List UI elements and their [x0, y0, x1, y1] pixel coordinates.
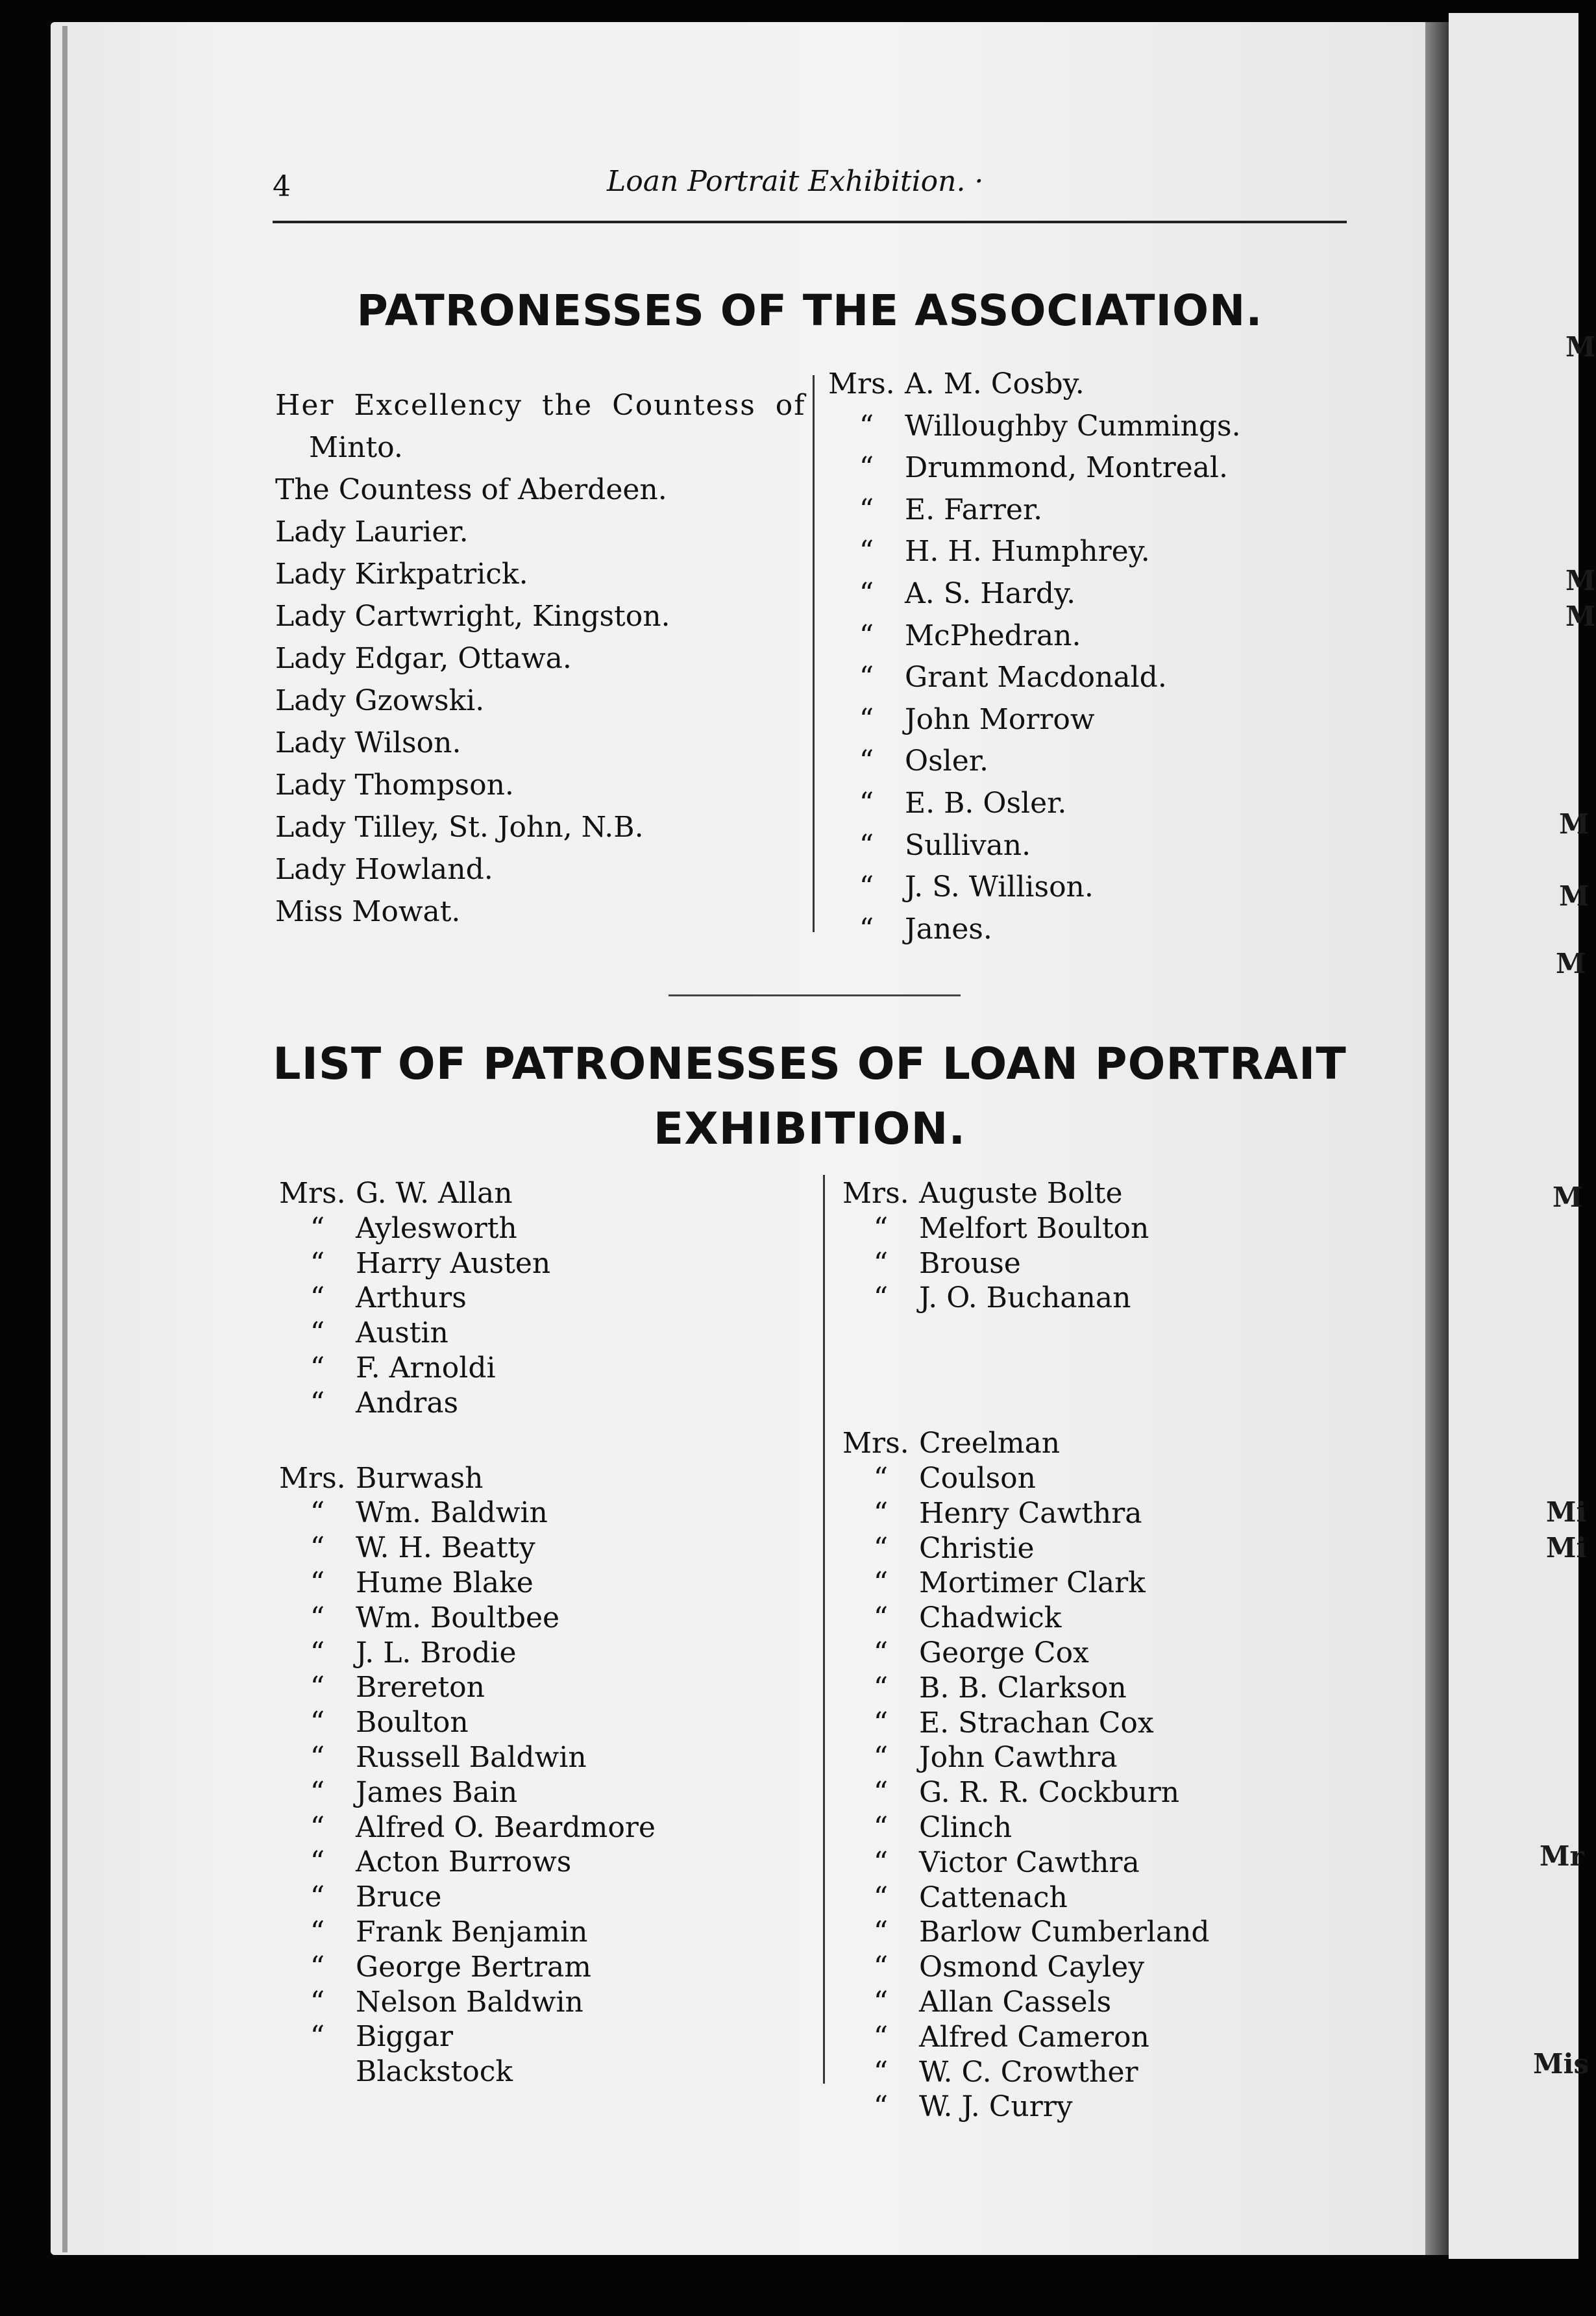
- name: Henry Cawthra: [919, 1496, 1142, 1530]
- name: Alfred Cameron: [919, 2020, 1149, 2054]
- name: B. B. Clarkson: [919, 1671, 1127, 1705]
- section-title-line1: LIST OF PATRONESSES OF LOAN PORTRAIT: [273, 1039, 1347, 1090]
- name: J. O. Buchanan: [919, 1281, 1131, 1315]
- list-item: [279, 1880, 798, 1915]
- name: Andras: [356, 1386, 459, 1420]
- mrs-prefix: Mrs.: [279, 1177, 346, 1210]
- ditto-mark: “: [873, 1985, 889, 2019]
- ditto-mark: “: [859, 409, 874, 443]
- list-item: [279, 1670, 798, 1705]
- exhibition-left-column: [279, 1176, 798, 2089]
- ditto-mark: “: [859, 828, 874, 862]
- list-item: Blackstock: [356, 2055, 513, 2089]
- ditto-mark: “: [310, 1671, 325, 1705]
- list-item: [279, 1176, 798, 1211]
- name: Osler.: [905, 745, 988, 778]
- ditto-mark: “: [873, 2055, 889, 2089]
- next-page-letter: M: [1559, 880, 1590, 912]
- list-item: [279, 1386, 798, 1421]
- header-rule: [273, 221, 1347, 223]
- name: Arthurs: [356, 1281, 467, 1315]
- name: Melfort Boulton: [919, 1211, 1149, 1245]
- name: A. M. Cosby.: [905, 367, 1085, 400]
- ditto-mark: “: [859, 870, 874, 904]
- ditto-mark: “: [310, 2020, 325, 2054]
- name: Cattenach: [919, 1880, 1068, 1914]
- ditto-mark: “: [859, 535, 874, 569]
- ditto-mark: “: [310, 1601, 325, 1634]
- name: W. H. Beatty: [356, 1531, 535, 1565]
- name: Brouse: [919, 1246, 1021, 1280]
- name: E. Farrer.: [905, 493, 1043, 526]
- list-item: [842, 1985, 1362, 2020]
- list-item: [828, 741, 1347, 783]
- ditto-mark: “: [310, 1706, 325, 1740]
- name: Acton Burrows: [356, 1845, 572, 1879]
- list-item: [842, 1706, 1362, 1741]
- column-divider: [823, 1175, 825, 2084]
- name: Janes.: [905, 912, 992, 946]
- name: J. S. Willison.: [905, 870, 1094, 904]
- list-item: [842, 1636, 1362, 1671]
- name: Christie: [919, 1531, 1035, 1565]
- next-page-letter: Mi: [1546, 1532, 1587, 1564]
- name: Victor Cawthra: [919, 1845, 1140, 1879]
- name: Aylesworth: [356, 1211, 517, 1245]
- list-item: [279, 1915, 798, 1950]
- name: Osmond Cayley: [919, 1951, 1145, 1984]
- list-item: Her Excellency the Countess of: [275, 389, 806, 422]
- ditto-mark: “: [873, 1916, 889, 1949]
- list-item: [842, 1950, 1362, 1985]
- name: Nelson Baldwin: [356, 1985, 583, 2019]
- list-item: Lady Tilley, St. John, N.B.: [275, 811, 644, 844]
- name: E. B. Osler.: [905, 786, 1067, 820]
- list-item: [828, 867, 1347, 909]
- list-item: The Countess of Aberdeen.: [275, 473, 667, 506]
- name: Brereton: [356, 1671, 485, 1705]
- ditto-mark: “: [310, 1566, 325, 1599]
- exhibition-right-column: [842, 1176, 1362, 2125]
- ditto-mark: “: [873, 1601, 889, 1635]
- name: W. C. Crowther: [919, 2055, 1138, 2089]
- list-item: [828, 699, 1347, 741]
- ditto-mark: “: [310, 1316, 325, 1350]
- name: Coulson: [919, 1461, 1036, 1495]
- list-item: [828, 783, 1347, 825]
- name: Wm. Boultbee: [356, 1601, 560, 1634]
- ditto-mark: “: [873, 1951, 889, 1984]
- list-item: [842, 1740, 1362, 1775]
- list-item: [279, 1566, 798, 1601]
- ditto-mark: “: [873, 1810, 889, 1844]
- running-head: Loan Portrait Exhibition. ·: [607, 165, 984, 198]
- ditto-mark: “: [310, 1775, 325, 1809]
- name: G. W. Allan: [356, 1177, 513, 1210]
- ditto-mark: “: [859, 745, 874, 778]
- name: George Cox: [919, 1636, 1089, 1669]
- list-item: [279, 1636, 798, 1671]
- mrs-prefix: Mrs.: [828, 367, 895, 400]
- name: Wm. Baldwin: [356, 1496, 548, 1530]
- name: Biggar: [356, 2020, 454, 2054]
- list-item: [279, 1246, 798, 1281]
- list-item: Lady Cartwright, Kingston.: [275, 600, 670, 633]
- list-item: [279, 1281, 798, 1316]
- list-item: [279, 1496, 798, 1531]
- mrs-prefix: Mrs.: [279, 1461, 346, 1495]
- ditto-mark: “: [873, 2020, 889, 2054]
- ditto-mark: “: [873, 1880, 889, 1914]
- list-item: [279, 1601, 798, 1636]
- list-item: Lady Edgar, Ottawa.: [275, 642, 572, 675]
- name: Hume Blake: [356, 1566, 534, 1599]
- list-item: [842, 1246, 1362, 1281]
- ditto-mark: “: [310, 1740, 325, 1774]
- next-page-letter: M: [1559, 808, 1590, 840]
- next-page-letter: Mis: [1533, 2048, 1590, 2080]
- ditto-mark: “: [873, 1636, 889, 1669]
- list-item: Lady Laurier.: [275, 515, 469, 548]
- ditto-mark: “: [873, 1211, 889, 1245]
- name: Creelman: [919, 1427, 1061, 1460]
- name: Bruce: [356, 1880, 442, 1914]
- mrs-prefix: Mrs.: [842, 1427, 909, 1460]
- list-item: Lady Howland.: [275, 853, 493, 886]
- association-right-column: [828, 363, 1347, 950]
- ditto-mark: “: [310, 1496, 325, 1530]
- list-item: [279, 1531, 798, 1566]
- name: Auguste Bolte: [919, 1177, 1123, 1210]
- group-spacer: [279, 1421, 798, 1461]
- next-page-letter: M: [1565, 600, 1596, 632]
- ditto-mark: “: [873, 1281, 889, 1315]
- name: John Cawthra: [919, 1741, 1118, 1775]
- list-item: [842, 1915, 1362, 1950]
- ditto-mark: “: [310, 1636, 325, 1669]
- list-item: Miss Mowat.: [275, 895, 461, 928]
- ditto-mark: “: [859, 661, 874, 695]
- name: Russell Baldwin: [356, 1740, 587, 1774]
- group-spacer: [842, 1316, 1362, 1426]
- ditto-mark: “: [859, 912, 874, 946]
- ditto-mark: “: [310, 1985, 325, 2019]
- ditto-mark: “: [310, 1531, 325, 1565]
- list-item: [842, 1461, 1362, 1496]
- list-item: Lady Gzowski.: [275, 684, 485, 717]
- name: Harry Austen: [356, 1246, 551, 1280]
- next-page-letter: M: [1556, 948, 1586, 979]
- list-item: [279, 1845, 798, 1880]
- name: Grant Macdonald.: [905, 661, 1167, 695]
- ditto-mark: “: [310, 1246, 325, 1280]
- name: F. Arnoldi: [356, 1351, 496, 1385]
- name: G. R. R. Cockburn: [919, 1776, 1180, 1810]
- list-item: [828, 909, 1347, 951]
- list-item: [842, 2089, 1362, 2125]
- list-item: [279, 1461, 798, 1496]
- ditto-mark: “: [873, 1246, 889, 1280]
- list-item: [279, 1740, 798, 1775]
- name: Allan Cassels: [919, 1985, 1112, 2019]
- list-item: [842, 1845, 1362, 1880]
- ditto-mark: “: [310, 1211, 325, 1245]
- list-item: [842, 1176, 1362, 1211]
- ditto-mark: “: [859, 702, 874, 736]
- ditto-mark: “: [859, 576, 874, 610]
- list-item: [842, 1531, 1362, 1566]
- section-title-association: PATRONESSES OF THE ASSOCIATION.: [356, 286, 1263, 336]
- ditto-mark: “: [310, 1915, 325, 1949]
- next-page-fragment: [1449, 13, 1596, 2259]
- list-item: [842, 1211, 1362, 1246]
- mrs-prefix: Mrs.: [842, 1177, 909, 1210]
- list-item: Minto.: [309, 431, 403, 464]
- next-page-letter: Mr: [1540, 1840, 1584, 1872]
- list-item: Lady Thompson.: [275, 769, 514, 802]
- list-item: [842, 1601, 1362, 1636]
- name: J. L. Brodie: [356, 1636, 517, 1669]
- list-item: [279, 1985, 798, 2020]
- association-left-column: [275, 384, 814, 933]
- ditto-mark: “: [873, 1706, 889, 1740]
- name: Mortimer Clark: [919, 1566, 1146, 1600]
- section-title-line2: EXHIBITION.: [653, 1103, 966, 1155]
- page-edge: [62, 26, 68, 2252]
- name: Chadwick: [919, 1601, 1062, 1635]
- next-page-letter: M: [1565, 565, 1596, 597]
- list-item: [279, 1775, 798, 1810]
- ditto-mark: “: [310, 1845, 325, 1879]
- ditto-mark: “: [873, 1845, 889, 1879]
- name: Alfred O. Beardmore: [356, 1810, 656, 1844]
- list-item: [842, 2055, 1362, 2090]
- ditto-mark: “: [859, 619, 874, 652]
- ditto-mark: “: [859, 451, 874, 485]
- list-item: [279, 1705, 798, 1740]
- list-item: [279, 1316, 798, 1351]
- name: H. H. Humphrey.: [905, 535, 1150, 569]
- ditto-mark: “: [310, 1810, 325, 1844]
- list-item: [842, 1880, 1362, 1916]
- ditto-mark: “: [873, 1776, 889, 1810]
- name: Austin: [356, 1316, 448, 1350]
- column-divider: [813, 375, 815, 932]
- list-item: [842, 1775, 1362, 1810]
- name: A. S. Hardy.: [905, 576, 1076, 610]
- list-item: Lady Wilson.: [275, 726, 461, 759]
- list-item: [842, 1810, 1362, 1845]
- name: Willoughby Cummings.: [905, 409, 1241, 443]
- name: Sullivan.: [905, 828, 1031, 862]
- list-item: [842, 1496, 1362, 1531]
- list-item: [279, 1950, 798, 1985]
- list-item: [828, 825, 1347, 867]
- name: McPhedran.: [905, 619, 1081, 652]
- list-item: [842, 1566, 1362, 1601]
- next-page-letter: Mi: [1546, 1496, 1587, 1528]
- list-item: [842, 1671, 1362, 1706]
- name: Drummond, Montreal.: [905, 451, 1228, 485]
- list-item: [279, 1810, 798, 1845]
- list-item: [828, 363, 1347, 406]
- ditto-mark: “: [310, 1351, 325, 1385]
- list-item: [828, 657, 1347, 699]
- list-item: [828, 489, 1347, 532]
- ditto-mark: “: [859, 493, 874, 526]
- ditto-mark: “: [873, 1671, 889, 1705]
- name: Frank Benjamin: [356, 1915, 588, 1949]
- list-item: [279, 2019, 798, 2054]
- ditto-mark: “: [310, 1880, 325, 1914]
- ditto-mark: “: [310, 1386, 325, 1420]
- list-item: [279, 1211, 798, 1246]
- ditto-mark: “: [310, 1950, 325, 1984]
- name: E. Strachan Cox: [919, 1706, 1154, 1740]
- name: Boulton: [356, 1706, 469, 1740]
- list-item: [279, 1351, 798, 1386]
- list-item: [828, 531, 1347, 573]
- next-page-letter: M: [1565, 331, 1596, 363]
- name: Barlow Cumberland: [919, 1916, 1210, 1949]
- page-number: 4: [273, 170, 291, 203]
- list-item: [828, 615, 1347, 658]
- book-gutter: [1425, 22, 1449, 2255]
- name: John Morrow: [905, 702, 1095, 736]
- name: W. J. Curry: [919, 2090, 1073, 2124]
- ditto-mark: “: [873, 1496, 889, 1530]
- list-item: Lady Kirkpatrick.: [275, 558, 528, 591]
- name: Burwash: [356, 1461, 484, 1495]
- list-item: [828, 406, 1347, 448]
- list-item: [842, 1426, 1362, 1461]
- name: James Bain: [356, 1775, 518, 1809]
- name: Clinch: [919, 1810, 1013, 1844]
- ditto-mark: “: [873, 1531, 889, 1565]
- ditto-mark: “: [873, 2090, 889, 2124]
- list-item: [828, 573, 1347, 615]
- list-item: [828, 447, 1347, 489]
- list-item: [842, 2020, 1362, 2055]
- ditto-mark: “: [859, 786, 874, 820]
- ditto-mark: “: [310, 1281, 325, 1315]
- ditto-mark: “: [873, 1461, 889, 1495]
- ditto-mark: “: [873, 1741, 889, 1775]
- section-divider: [669, 994, 961, 996]
- ditto-mark: “: [873, 1566, 889, 1600]
- name: George Bertram: [356, 1950, 591, 1984]
- next-page-letter: M: [1553, 1181, 1583, 1213]
- list-item: [842, 1281, 1362, 1316]
